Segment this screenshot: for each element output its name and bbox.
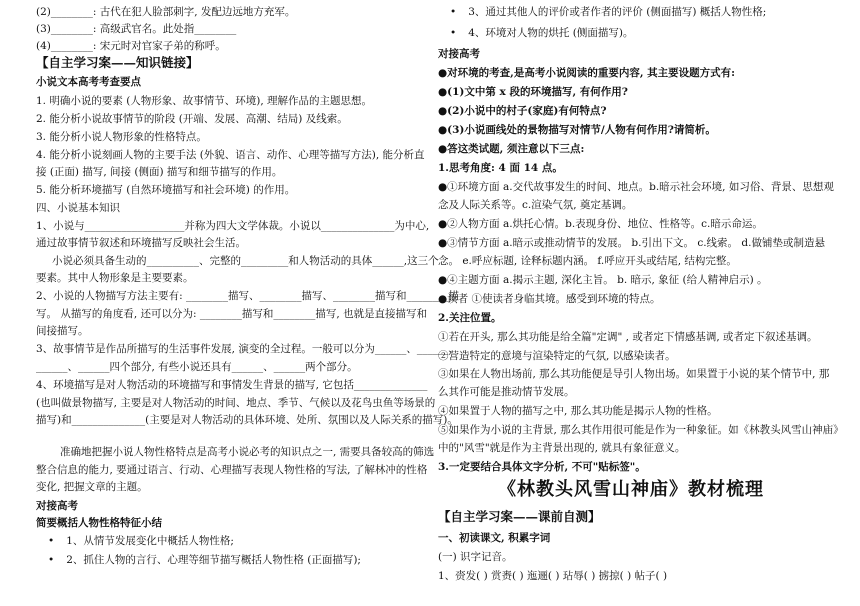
position-4: ④如果置于人物的描写之中, 那么其功能是揭示人物的性格。 — [438, 405, 718, 417]
exam-point-2: 2. 能分析小说故事情节的阶段 (开端、发展、高潮、结局) 及线索。 — [36, 113, 348, 125]
character-paragraph-end: 变化, 把握文章的主题。 — [36, 481, 148, 493]
angle-character: ●②人物方面 a.烘托心情。b.表现身份、地位、性格等。c.暗示命运。 — [438, 218, 763, 230]
position-1: ①若在开头, 那么其功能是给全篇"定调" , 或者定下情感基调, 或者定下叙述基调。 — [438, 331, 818, 343]
subheading-exam-right: 对接高考 — [438, 48, 480, 60]
question-intro: ●对环境的考查,是高考小说阅读的重要内容, 其主要设题方式有: — [438, 67, 736, 79]
summary-item-4: • 4、环境对人物的烘托 (侧面描写)。 — [438, 26, 633, 40]
exam-point-3: 3. 能分析小说人物形象的性格特点。 — [36, 131, 207, 143]
knowledge-1-end: 要素。其中人物形象是主要要素。 — [36, 272, 194, 284]
section-heading-knowledge: 【自主学习案——知识链接】 — [36, 55, 199, 70]
knowledge-4-end: 描写)和______________(主要是对人物活动的具体环境、处所、氛围以及人际关系的描写)。 — [36, 414, 458, 426]
pronunciation-item-1: 1、赍发( ) 赏赉( ) 迤逦( ) 玷辱( ) 掳掠( ) 帖子( ) — [438, 570, 668, 582]
question-1: ●(1)文中第 x 段的环境描写, 有何作用? — [438, 86, 628, 98]
knowledge-2-cont: 写。 从描写的角度看, 还可以分为: ________描写和________描写, 也就是直接描写和 — [36, 308, 428, 320]
knowledge-1: 1、小说与___________________并称为四大文学体裁。小说以______________为中心, — [36, 220, 430, 232]
summary-item-3: • 3、通过其他人的评价或者作者的评价 (侧面描写) 概括人物性格; — [438, 5, 766, 19]
knowledge-4: 4、环境描写是对人物活动的环境描写和事情发生背景的描写, 它包括______________ — [36, 379, 428, 391]
subheading-pronunciation: (一) 识字记音。 — [438, 551, 513, 563]
knowledge-4-cont: (也叫做景物描写, 主要是对人物活动的时间、地点、季节、气候以及花鸟虫鱼等场景的 — [36, 397, 436, 409]
character-paragraph-cont: 整合信息的能力, 要通过语言、行动、心理描写表现人物性格的写法, 了解林冲的性格 — [36, 464, 428, 476]
knowledge-1-elements: 小说必须具备生动的__________、完整的_________和人物活动的具体______,这三个 — [52, 255, 439, 267]
question-3: ●(3)小说画线处的景物描写对情节/人物有何作用?请简析。 — [438, 124, 716, 136]
position-3-cont: 么其作可能是推动情节发展。 — [438, 386, 575, 398]
tip-2-heading: 2.关注位置。 — [438, 312, 502, 324]
angle-reader: ●读者 ①使读者身临其境。感受到环境的特点。 — [438, 293, 661, 305]
character-paragraph: 准确地把握小说人物性格特点是高考小说必考的知识点之一, 需要具备较高的筛选 — [60, 446, 435, 458]
position-3: ③如果在人物出场前, 那么其功能便是导引人物出场。如果置于小说的某个情节中, 那 — [438, 368, 830, 380]
exam-point-4: 4. 能分析小说刻画人物的主要手法 (外貌、语言、动作、心理等描写方法), 能分析直 — [36, 149, 425, 161]
knowledge-1-cont: 通过故事情节叙述和环境描写反映社会生活。 — [36, 237, 246, 249]
vocab-item-3: (3)________: 高级武官名。此处指________ — [36, 23, 237, 35]
knowledge-3-cont: ______、______四个部分, 有些小说还具有______、______两个部分。 — [36, 361, 358, 373]
subheading-character-summary: 简要概括人物性格特征小结 — [36, 517, 162, 529]
knowledge-2: 2、小说的人物描写方法主要有: ________描写、________描写、________描写和________描 — [36, 290, 460, 302]
angle-plot: ●③情节方面 a.暗示或推动情节的发展。 b.引出下文。 c.线索。 d.做铺垫或制造悬 — [438, 237, 825, 249]
subheading-vocabulary: 一、初读课文, 积累字词 — [438, 532, 551, 544]
angle-plot-cont: 念。 e.呼应标题, 诠释标题内涵。 f.呼应开头或结尾, 结构完整。 — [438, 255, 737, 267]
summary-item-2: • 2、抓住人物的言行、心理等细节描写概括人物性格 (正面描写); — [36, 553, 361, 567]
subheading-basic-knowledge: 四、小说基本知识 — [36, 202, 120, 214]
knowledge-3: 3、故事情节是作品所描写的生活事件发展, 演变的全过程。一般可以分为______、______、 — [36, 343, 459, 355]
vocab-item-2: (2)________: 古代在犯人脸部刺字, 发配边远地方充军。 — [36, 6, 296, 18]
position-5: ⑤如果作为小说的主背景, 那么其作用很可能是作为一种象征。如《林教头风雪山神庙》 — [438, 424, 844, 436]
section-heading-pretest: 【自主学习案——课前自测】 — [438, 509, 601, 524]
exam-point-1: 1. 明确小说的要素 (人物形象、故事情节、环境), 理解作品的主题思想。 — [36, 95, 373, 107]
summary-item-1: • 1、从情节发展变化中概括人物性格; — [36, 534, 234, 548]
tip-1-heading: 1.思考角度: 4 面 14 点。 — [438, 162, 563, 174]
exam-point-4-cont: 接 (正面) 描写, 间接 (侧面) 描写和细节描写的作用。 — [36, 166, 283, 178]
tip-3-heading: 3.一定要结合具体文字分析, 不可"贴标签"。 — [438, 461, 646, 473]
angle-environment-cont: 念及人际关系等。c.渲染气氛, 奠定基调。 — [438, 199, 633, 211]
question-tips: ●答这类试题, 须注意以下三点: — [438, 143, 585, 155]
lesson-title: 《林教头风雪山神庙》教材梳理 — [498, 479, 764, 500]
subheading-exam: 对接高考 — [36, 500, 78, 512]
question-2: ●(2)小说中的村子(家庭)有何特点? — [438, 105, 607, 117]
angle-environment: ●①环境方面 a.交代故事发生的时间、地点。b.暗示社会环境, 如习俗、背景、思想观 — [438, 181, 834, 193]
position-2: ②营造特定的意境与渲染特定的气氛, 以感染读者。 — [438, 350, 676, 362]
knowledge-2-end: 间接描写。 — [36, 325, 89, 337]
angle-theme: ●④主题方面 a.揭示主题, 深化主旨。 b. 暗示, 象征 (给人精神启示) 。 — [438, 274, 768, 286]
position-5-cont: 中的"风雪"就是作为主背景出现的, 就具有象征意义。 — [438, 442, 686, 454]
exam-point-5: 5. 能分析环境描写 (自然环境描写和社会环境) 的作用。 — [36, 184, 296, 196]
vocab-item-4: (4)________: 宋元时对官家子弟的称呼。 — [36, 40, 226, 52]
subheading-exam-points: 小说文本高考考查要点 — [36, 76, 141, 88]
